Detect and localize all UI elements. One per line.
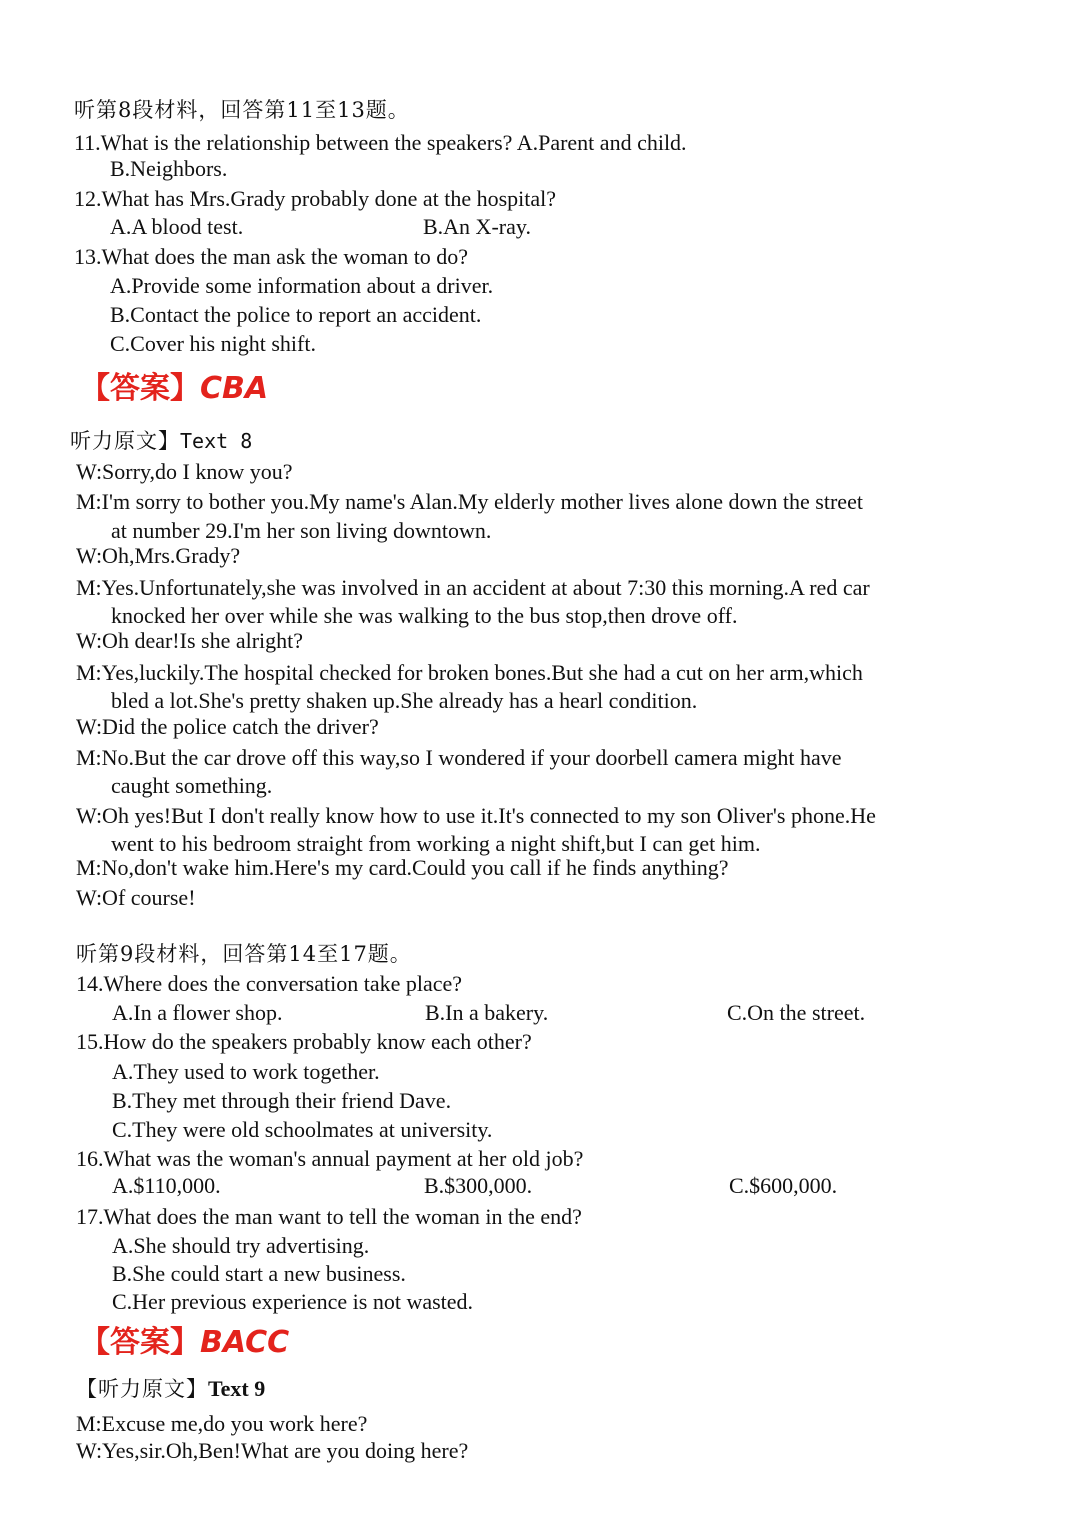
- dialogue-8-line-12: caught something.: [111, 773, 273, 798]
- dialogue-8-line-4: W:Oh,Mrs.Grady?: [76, 543, 241, 568]
- dialogue-8-line-1: W:Sorry,do I know you?: [76, 459, 293, 484]
- question-14-option-a: A.In a flower shop.: [112, 1000, 283, 1025]
- dialogue-8-line-10: W:Did the police catch the driver?: [76, 714, 379, 739]
- answer-8-label: 【答案】: [80, 371, 200, 406]
- question-16-option-c: C.$600,000.: [729, 1173, 838, 1198]
- dialogue-8-line-15: M:No,don't wake him.Here's my card.Could you call if he finds anything?: [76, 855, 729, 880]
- question-17: 17.What does the man want to tell the woman in the end?: [76, 1204, 582, 1229]
- transcript-8-label-en: Text 8: [180, 429, 253, 453]
- question-17-option-a: A.She should try advertising.: [112, 1233, 370, 1258]
- question-14: 14.Where does the conversation take place?: [76, 971, 463, 996]
- answer-9: [80, 1325, 289, 1361]
- answer-8-value: CBA: [200, 371, 269, 406]
- question-14-option-c: C.On the street.: [727, 1000, 866, 1025]
- answer-8: [80, 371, 268, 407]
- transcript-8-label-cn: 听力原文】: [70, 429, 180, 453]
- section-9-heading: 听第9段材料，回答第14至17题。: [76, 942, 412, 966]
- dialogue-9-line-2: W:Yes,sir.Oh,Ben!What are you doing here?: [76, 1438, 469, 1463]
- dialogue-9-line-1: M:Excuse me,do you work here?: [76, 1411, 368, 1436]
- question-11-option-b: B.Neighbors.: [110, 156, 228, 181]
- dialogue-8-line-6: knocked her over while she was walking to the bus stop,then drove off.: [111, 603, 738, 628]
- question-17-option-b: B.She could start a new business.: [112, 1261, 406, 1286]
- question-16-option-b: B.$300,000.: [424, 1173, 533, 1198]
- dialogue-8-line-11: M:No.But the car drove off this way,so I wondered if your doorbell camera might have: [76, 745, 842, 770]
- question-15-option-b: B.They met through their friend Dave.: [112, 1088, 452, 1113]
- dialogue-8-line-2: M:I'm sorry to bother you.My name's Alan.My elderly mother lives alone down the street: [76, 489, 863, 514]
- question-12-option-b: B.An X-ray.: [423, 214, 531, 239]
- question-15-option-c: C.They were old schoolmates at university.: [112, 1117, 493, 1142]
- dialogue-8-line-8: M:Yes,luckily.The hospital checked for broken bones.But she had a cut on her arm,which: [76, 660, 863, 685]
- question-11: 11.What is the relationship between the speakers? A.Parent and child.: [74, 130, 687, 155]
- dialogue-8-line-5: M:Yes.Unfortunately,she was involved in an accident at about 7:30 this morning.A red car: [76, 575, 870, 600]
- question-15: 15.How do the speakers probably know each other?: [76, 1029, 532, 1054]
- transcript-9-label: [76, 1376, 265, 1402]
- answer-9-label: 【答案】: [80, 1325, 200, 1360]
- transcript-9-label-cn: 【听力原文】: [76, 1377, 208, 1401]
- dialogue-8-line-3: at number 29.I'm her son living downtown.: [111, 518, 492, 543]
- transcript-9-label-en: Text 9: [208, 1376, 266, 1401]
- answer-9-value: BACC: [200, 1325, 290, 1360]
- dialogue-8-line-14: went to his bedroom straight from working a night shift,but I can get him.: [111, 831, 761, 856]
- question-13-option-a: A.Provide some information about a driver.: [110, 273, 494, 298]
- question-17-option-c: C.Her previous experience is not wasted.: [112, 1289, 474, 1314]
- question-16-option-a: A.$110,000.: [112, 1173, 221, 1198]
- question-14-option-b: B.In a bakery.: [425, 1000, 549, 1025]
- question-15-option-a: A.They used to work together.: [112, 1059, 380, 1084]
- question-13-option-c: C.Cover his night shift.: [110, 331, 316, 356]
- section-8-heading: 听第8段材料，回答第11至13题。: [74, 98, 410, 122]
- question-13: 13.What does the man ask the woman to do?: [74, 244, 469, 269]
- dialogue-8-line-13: W:Oh yes!But I don't really know how to use it.It's connected to my son Oliver's phone.He: [76, 803, 876, 828]
- transcript-8-label: [70, 428, 252, 454]
- dialogue-8-line-7: W:Oh dear!Is she alright?: [76, 628, 304, 653]
- question-12: 12.What has Mrs.Grady probably done at the hospital?: [74, 186, 557, 211]
- question-12-option-a: A.A blood test.: [110, 214, 244, 239]
- question-13-option-b: B.Contact the police to report an accident.: [110, 302, 482, 327]
- question-16: 16.What was the woman's annual payment at her old job?: [76, 1146, 584, 1171]
- dialogue-8-line-9: bled a lot.She's pretty shaken up.She already has a hearl condition.: [111, 688, 698, 713]
- dialogue-8-line-16: W:Of course!: [76, 885, 196, 910]
